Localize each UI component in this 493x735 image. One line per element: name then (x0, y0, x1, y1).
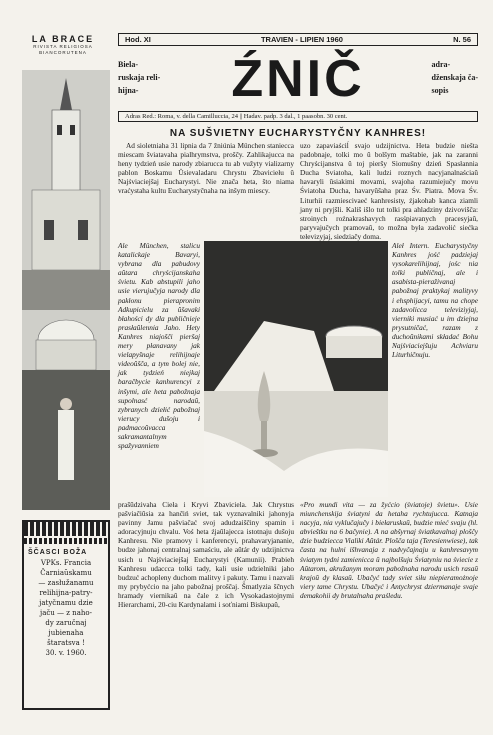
church-photo (22, 70, 110, 510)
masthead (118, 50, 478, 108)
sidebar-title-main: LA BRACE (31, 34, 95, 44)
congratulations-line: jaču — z naho- (40, 609, 92, 617)
chalice-photo (204, 241, 388, 497)
sidebar-subtitle-2: BIANCORUTENA (39, 50, 87, 55)
congratulations-line: jubienaha (48, 629, 84, 637)
address-text: Adras Red.: Roma, v. della Camilluccia, 24 || Hadav. padp. 3 dal., 1 paasobn. 30 cent. (125, 113, 348, 120)
masthead-right: adra- dženskaja ča- sopis (431, 60, 478, 95)
article-column-2-narrow (392, 241, 478, 359)
congratulations-line: Čarniaŭskamu (40, 569, 92, 577)
sidebar-title (18, 34, 108, 56)
issue-number: N. 56 (453, 35, 471, 44)
congratulations-line: VPKs. Francia (40, 559, 92, 567)
article-paragraph: uzo zapaviaściĺ svajo udzijnictva. Heta budzie niešta padobnaje, tolki mo ŭ bolšym maštabie, jak na zaranni Chryścijanstva ŭ toj pieršy Siomušny dzień Spasłannia Ducha Sviatoha, kali ludzi roznych nacyjanalnaściaŭ havaryli ŭsiakimi movami, svajoha razumiejučy movu Śviatoha Ducha, havaryŭšaha praz Śv. Piatra. Mova Śv. Liturhii razmiescivaeć kanhresisty, źjakohab kanca ziamli jany ni pryjšli. Kališ išlo tut tolki pra ahladziny dzivovišča: stroinych roźnakrashavych rasśpiavanych pracesyjaŭ, paryvajučych pramovaŭ, to možna była zadavołić siećka tełevizyjaj, siedziačy doma. (300, 141, 478, 241)
congratulations-line: relihijna-patry- (39, 589, 93, 597)
congratulations-box (22, 520, 110, 710)
article-paragraph: Aleł Intern. Eucharystyčny Kanhres jość padziejaj vysokarelihijnaj, jośc nia tolki publičnaj, ale i asabista-pieraživanaj pabožnaj praktykaj malityvy i ehsphijacyi, tamu na chope zadavolicca televiziyjaj, vierniki musiać u im dziejna prysutničać, razam z duchoŭnikami składać Bohu Najśviaciejšuju Achviaru Liturhičnuju. (392, 241, 478, 360)
article-paragraph: «Pro mundi vita — za žyćcio (śviatoje) śvietu». Usie miunchenskija śviatyni da hetaha rychtujucca. Katnaja nacyja, nia vyklučajučy i biełaruskaŭ, budzie mieć svaju (hl. abvieštku na 6 bačynie). A na abšyrnaj śviatkavalnaj ploščy dzie budziecca Vialiki Aŭtár. Ploščа taja (Teresienwiese), tak časta na hulni išhvanaja z nadvyčajnaju u kanhresavym śviatym tydni zamienicca ŭ najbolšuju Śviatyniu na śviecie z Aŭtarom, akružanym moram pabožnaha narodu usich rasaŭ krajoŭ dy klasaŭ. Ubačyć tady sviet siłu niepieramożnoje viery tame Chrystu. Ubačyć i Antychryst dziermanaje svaje demakohii dy brutalnaha praśledu. (300, 500, 478, 600)
article-paragraph: Ad sioletniaha 31 lipnia da 7 žniúnia München stanieсca miescam šviatavaha pialhrymstva, proščy. Zahlikajucca na heny tydzień usie narody zbiarucca tu ab vužyty vializarny pablon Boskamu Ŭsievaladaru Chrystu Zbaviciełu ŭ Najśviaciejšaj Eucharystyi. Nie znača heta, što niama vraćystaha kultu Eucharystyčnaha na inšym miescy. (118, 141, 294, 196)
article-paragraph: prašūdzivaha Cieła i Kryvi Zbaviciela. Jak Chrystus pašviačiŭsia za hančiń sviet, tak vyznavalniki jahonyja pavinny Jamu pašviačać svoj adudzaiščiny spamin i adoracyjnuju chvalu. Voś heta źjaŭlajecca istotnaju dušoju Kanhresu. Nie pramovy i kanferencyi, prahavaryjananie, budze jahonaj centralnaj samaściu, ale aŭtár dy udzijnictva usich u Najśviaciejšaj Eucharystyi (Kamunii). Prabieh Kanhresu udaccca tolki tady, kali usie udzielniki jaho budzuć achopleny duchom malitvy i pakuty. Tamu i nazvali my prybyćcio na jaho pabožnaj proščaj. Šmatlyzia ščnych hramady viernikaŭ na čale z ich Vysokadastojnymi Hierarchami, 20-ciu Kardynalami i soťniami Biskupaŭ, (118, 500, 294, 610)
article-paragraph: Ale München, stalicu katalickaje Bavaryi, vybrana dla pabudovy aŭtara chryścijanskaha śvietu. Kab abstupili jaho usie vierujučyja narody dla pakłonu pierapronim Adkupicielu za ŭšavaki błahości dy dla publičnieje prasłaŭlennia Jaho. Hety Kanhres niajošči pieršaj mery płanavany jak vielapyšnaje relihijnaje videoŭšča, a tym bolej nie, jak tydzień niejkaj baračbycie kanhurencyi z inšymi, ale heta pabožnaja supolnasć narodaŭ, zybranych dziełić pabožnaj vierucy dušoju i padmacoŭvacca sakramantalnym spažyvanniem (118, 241, 200, 451)
congratulations-line: jatyčnamu dzie (39, 599, 93, 607)
congratulations-line: 30. v. 1960. (45, 649, 87, 657)
congratulations-line: dy zaručnaj (45, 619, 87, 627)
article-column-1-top (118, 141, 294, 196)
issue-year: Hod. XI (125, 35, 151, 44)
masthead-left: Biela- ruskaja reli- hijna- (118, 60, 161, 95)
address-bar (118, 111, 478, 122)
article-headline: NA SUŠVIETNY EUCHARYSTYČNY KANHRES! (169, 128, 427, 139)
issue-header (118, 33, 478, 46)
article-column-1-narrow (118, 241, 200, 450)
article-column-1-bottom (118, 500, 294, 609)
issue-date: TRAVIEN - LIPIEN 1960 (260, 35, 343, 44)
article-column-2-bottom (300, 500, 478, 600)
sidebar-subtitle-1: RIVISTA RELIGIOSA (33, 44, 93, 49)
masthead-title: ŹNIČ (231, 50, 365, 108)
congratulations-title: ŠČASCI BOŽA (28, 549, 88, 556)
congratulations-line: — zasłužanamu (38, 579, 94, 587)
article-column-2-top (300, 141, 478, 241)
congratulations-line: štaratsva ! (47, 639, 85, 647)
